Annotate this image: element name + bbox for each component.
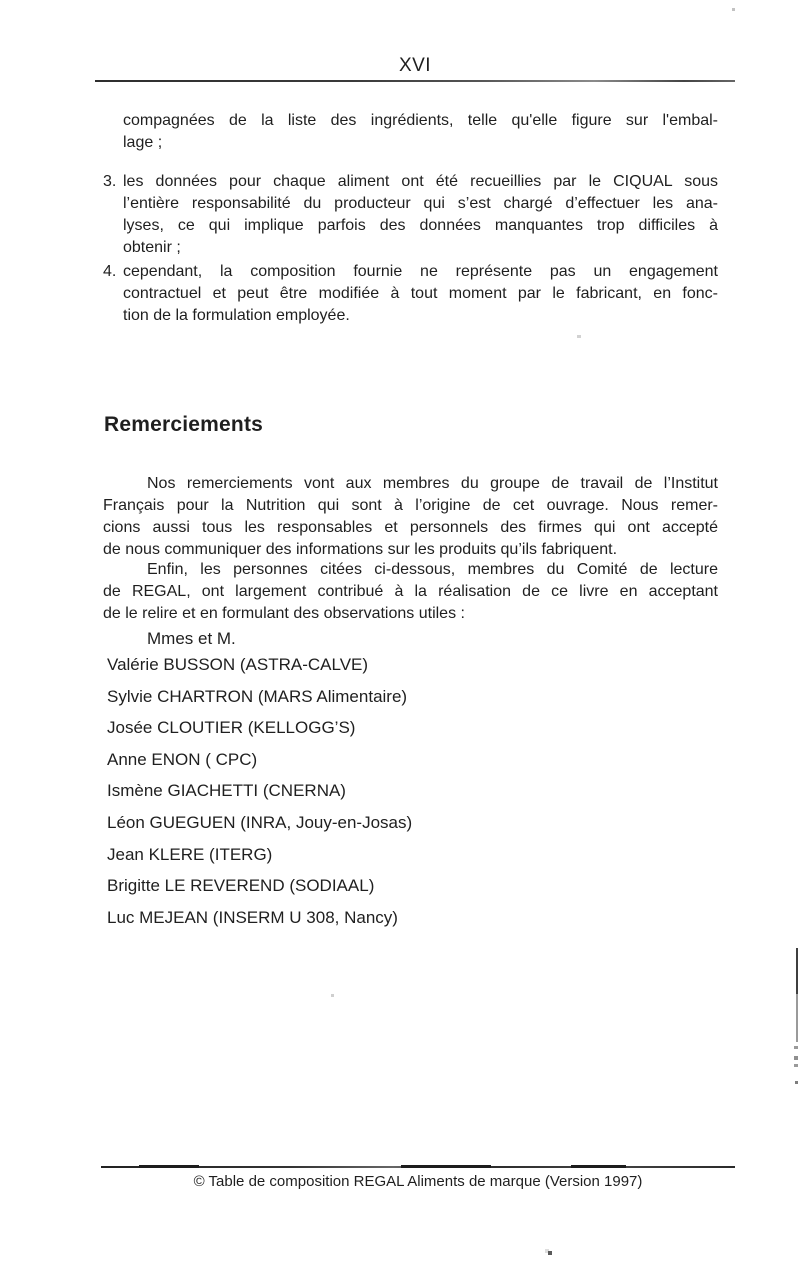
person-name: Ismène GIACHETTI (CNERNA) [107,781,346,801]
scan-artifact-edge-dash [795,1081,798,1084]
person-name: Josée CLOUTIER (KELLOGG’S) [107,718,356,738]
scan-artifact-edge-line [796,948,798,994]
scan-artifact-edge-dash [794,1056,798,1060]
scan-artifact-speck [577,335,581,338]
text-line: compagnées de la liste des ingrédients, telle qu'elle figure sur l'embal- [123,112,718,129]
text-line: cions aussi tous les responsables et personnels des firmes qui ont accepté [103,519,718,536]
acknowledgement-paragraph-1 [103,473,718,561]
text-line: lage ; [123,134,163,151]
person-name: Brigitte LE REVEREND (SODIAAL) [107,876,375,896]
scan-artifact-edge-line [796,994,798,1042]
footer-rule-segment [571,1165,626,1168]
continuation-paragraph [123,110,718,154]
text-line: de REGAL, ont largement contribué à la réalisation de ce livre en acceptant [103,583,718,600]
text-line: de le relire et en formulant des observations utiles : [103,605,465,622]
text-line: tion de la formulation employée. [123,307,350,324]
scan-artifact-speck [331,994,334,997]
text-line: les données pour chaque aliment ont été recueillies par le CIQUAL sous [123,173,718,190]
header-rule [95,80,735,82]
reviewer-name-list [107,649,607,933]
list-item-4-number: 4. [103,263,117,280]
acknowledgement-paragraph-2 [103,559,718,625]
text-line: obtenir ; [123,239,181,256]
list-item-4 [103,261,718,327]
page-number: XVI [398,55,432,76]
text-line: l’entière responsabilité du producteur qui s’est chargé d’effectuer les ana- [123,195,718,212]
person-name: Léon GUEGUEN (INRA, Jouy-en-Josas) [107,812,413,832]
list-item-3-number: 3. [103,173,117,190]
text-line: Nos remerciements vont aux membres du groupe de travail de l’Institut [147,475,718,492]
list-item-3-text [123,171,718,259]
scan-artifact-speck [548,1251,552,1255]
text-line: contractuel et peut être modifiée à tout moment par le fabricant, en fonc- [123,285,718,302]
text-line: Enfin, les personnes citées ci-dessous, membres du Comité de lecture [147,561,718,578]
person-name: Luc MEJEAN (INSERM U 308, Nancy) [107,907,398,927]
footer-rule-segment [139,1165,199,1168]
text-line: Français pour la Nutrition qui sont à l’origine de cet ouvrage. Nous remer- [103,497,718,514]
scan-artifact-dot [732,8,735,11]
person-name: Anne ENON ( CPC) [107,749,258,769]
list-item-4-text [123,261,718,327]
section-heading: Remerciements [104,413,264,436]
person-name: Sylvie CHARTRON (MARS Alimentaire) [107,686,408,706]
footer-rule [101,1166,735,1168]
list-item-3 [103,171,718,259]
salutation: Mmes et M. [147,629,236,648]
footer-copyright: © Table de composition REGAL Aliments de marque (Version 1997) [193,1173,643,1190]
text-line: cependant, la composition fournie ne représente pas un engagement [123,263,718,280]
person-name: Valérie BUSSON (ASTRA-CALVE) [107,655,369,674]
text-line: lyses, ce qui implique parfois des données manquantes trop difficiles à [123,217,718,234]
footer-rule-segment [401,1165,491,1168]
text-line: de nous communiquer des informations sur les produits qu’ils fabriquent. [103,541,618,558]
person-name: Jean KLERE (ITERG) [107,844,273,864]
scan-artifact-edge-dash [794,1064,798,1067]
scan-artifact-edge-dash [794,1046,798,1049]
